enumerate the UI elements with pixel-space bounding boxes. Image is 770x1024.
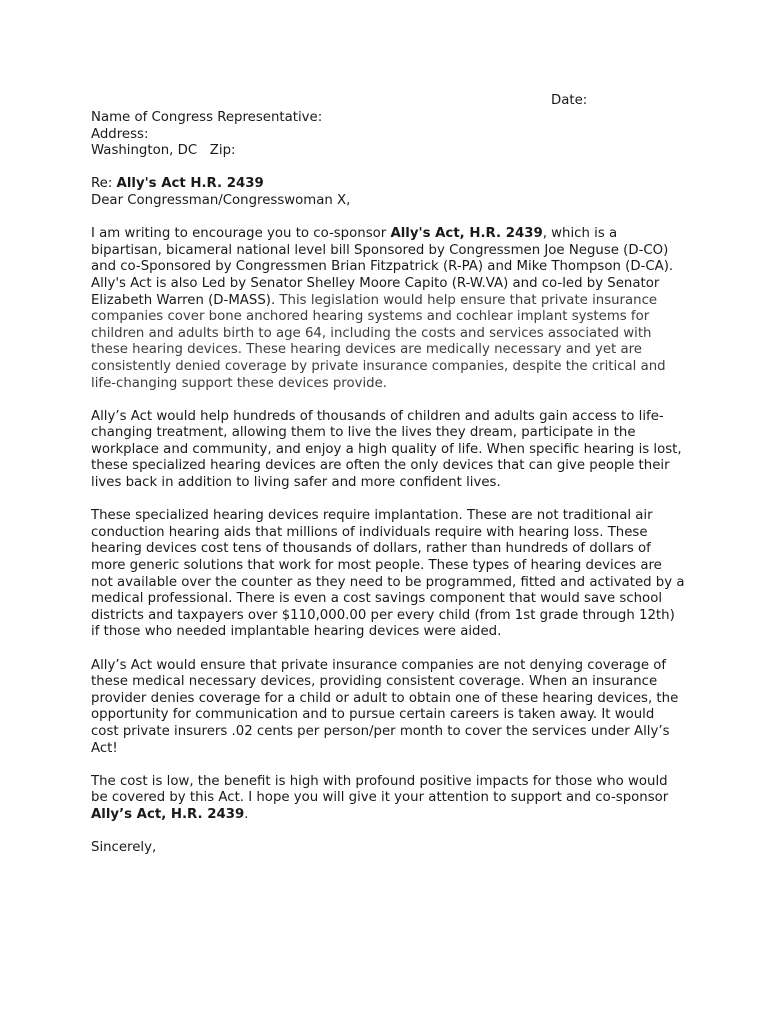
salutation: Dear Congressman/Congresswoman X, [91,192,351,208]
paragraph-2: Ally’s Act would help hundreds of thousands of children and adults gain access to life-changing treatment, allowing them to live the lives they dream, participate in the workplace and community, and enjoy a high quality of life. When specific hearing is lost, these specialized hearing devices are often the only devices that can give people their lives back in addition to living safer and more confident lives. [91,408,682,491]
city-zip-line: Washington, DC Zip: [91,143,236,159]
paragraph-5-body: The cost is low, the benefit is high with profound positive impacts for those who would be covered by this Act. I hope you will give it your attention to support and co-sponsor [91,773,669,806]
paragraph-1-bill: Ally's Act, H.R. 2439 [390,226,543,242]
date-label: Date: [551,93,588,108]
re-line [91,176,686,193]
paragraph-1-body: , which is a bipartisan, bicameral national level bill Sponsored by Congressmen Joe Neguse (D-CO) and co-Sponsored by Congressmen Brian Fitzpatrick (R-PA) and Mike Thompson (D-CA). Ally's Act is also Led by Senator Shelley Moore Capito (R-W.VA) and co-led by Senator Elizabeth Warren (D-MASS). [91,226,674,308]
re-prefix: Re: [91,176,117,192]
paragraph-5-end: . [244,806,249,822]
paragraph-1-intro: I am writing to encourage you to co-sponsor [91,226,391,242]
letter-body [91,110,686,857]
paragraph-1-gray: This legislation would help ensure that private insurance companies cover bone anchored hearing systems and cochlear implant systems for children and adults birth to age 64, including the costs and services associated with these hearing devices. These hearing devices are medically necessary and yet are consistently denied coverage by private insurance companies, despite the critical and life-changing support these devices provide. [91,292,666,391]
address-label: Address: [91,126,149,142]
paragraph-5-bill: Ally’s Act, H.R. 2439 [91,806,245,822]
closing: Sincerely, [91,840,157,856]
paragraph-4: Ally’s Act would ensure that private insurance companies are not denying coverage of these medical necessary devices, providing consistent coverage. When an insurance provider denies coverage for a child or adult to obtain one of these hearing devices, the opportunity for communication and to pursue certain careers is taken away. It would cost private insurers .02 cents per person/per month to cover the services under Ally’s Act! [91,657,679,756]
representative-name-label: Name of Congress Representative: [91,110,323,125]
paragraph-1 [91,226,686,392]
paragraph-5 [91,774,686,824]
re-bill-name: Ally's Act H.R. 2439 [116,176,264,192]
paragraph-3: These specialized hearing devices require implantation. These are not traditional air conduction hearing aids that millions of individuals require with hearing loss. These hearing devices cost tens of thousands of dollars, rather than hundreds of dollars of more generic solutions that work for most people. These types of hearing devices are not available over the counter as they need to be programmed, fitted and activated by a medical professional. There is even a cost savings component that would save school districts and taxpayers over $110,000.00 per every child (from 1st grade through 12th) if those who needed implantable hearing devices were aided. [91,508,685,640]
